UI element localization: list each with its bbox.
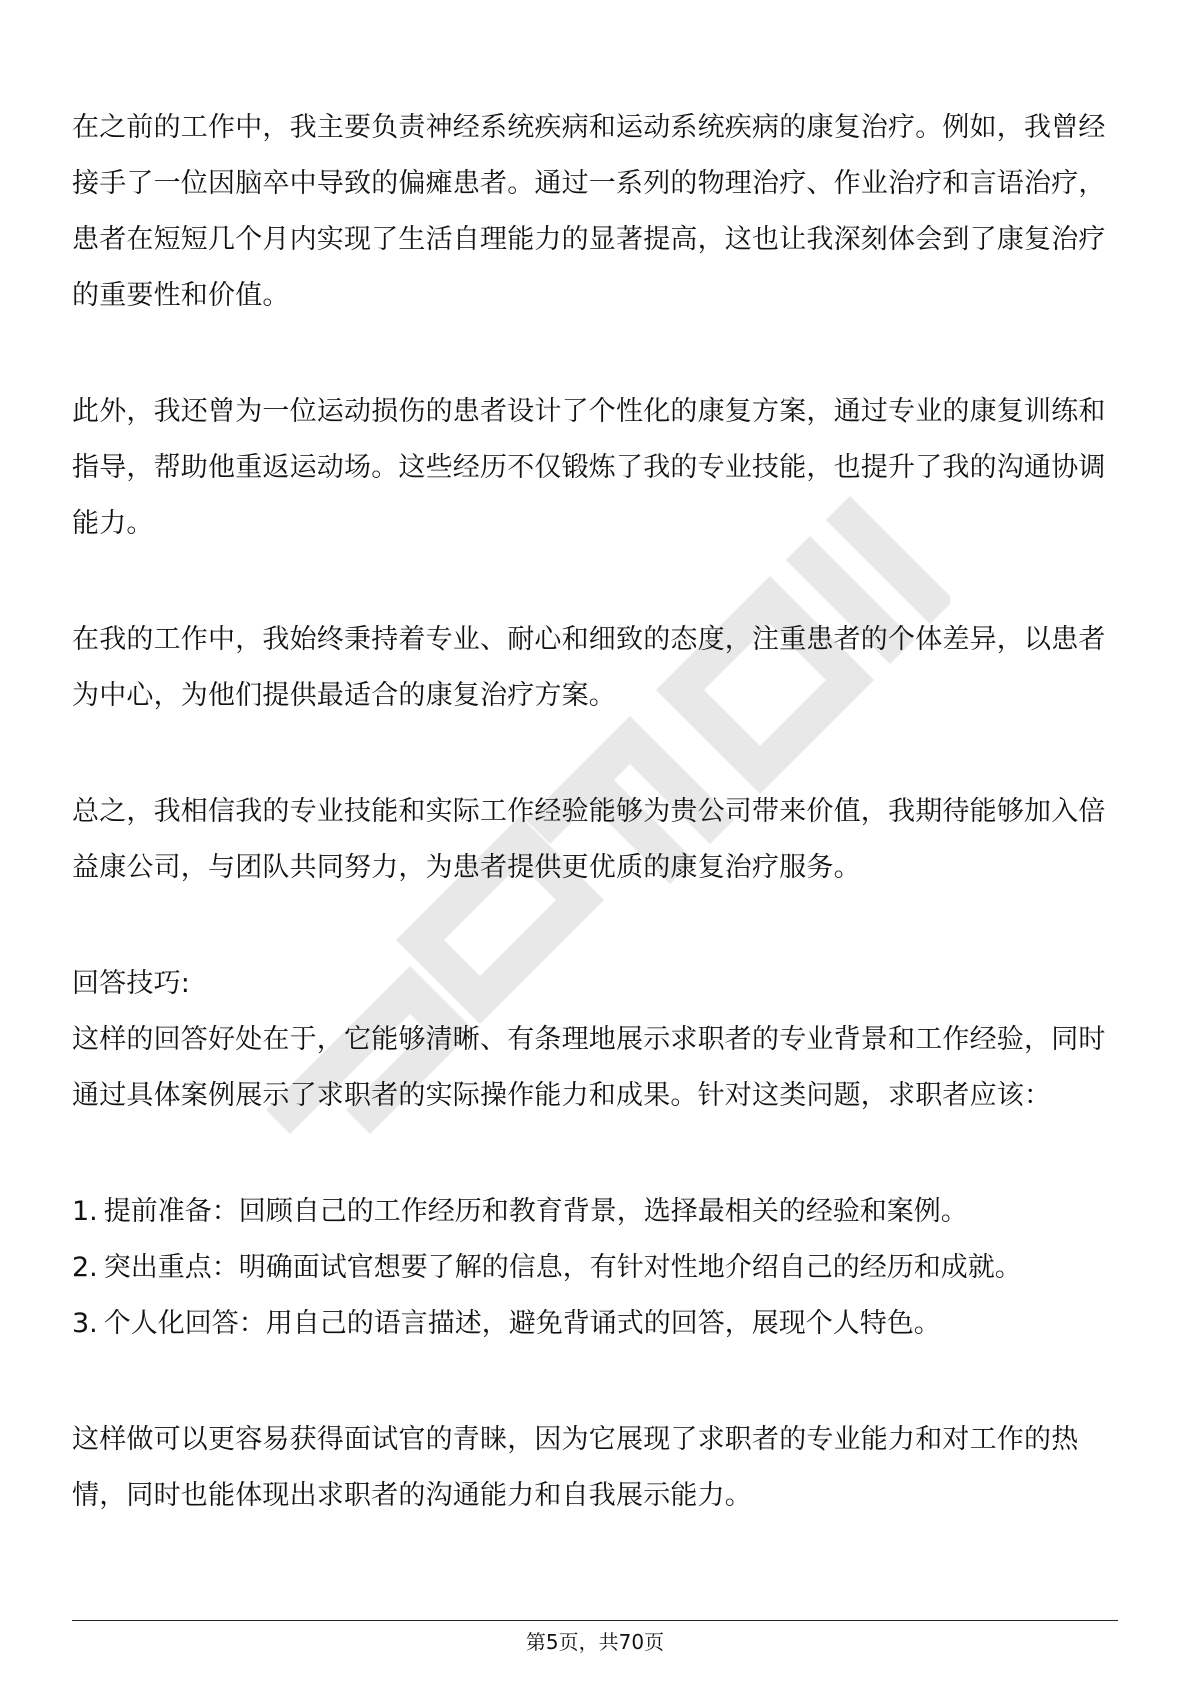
list-number: 3. — [72, 1308, 98, 1339]
page-number: 第5页，共70页 — [525, 1630, 665, 1654]
footer-divider — [72, 1620, 1118, 1621]
paragraph-attitude: 在我的工作中，我始终秉持着专业、耐心和细致的态度，注重患者的个体差异，以患者为中心，为他们提供最适合的康复治疗方案。 — [72, 624, 1106, 711]
list-text: 突出重点：明确面试官想要了解的信息，有针对性地介绍自己的经历和成就。 — [103, 1252, 1022, 1283]
tips-intro: 这样的回答好处在于，它能够清晰、有条理地展示求职者的专业背景和工作经验，同时通过具体案例展示了求职者的实际操作能力和成果。针对这类问题，求职者应该： — [72, 1024, 1106, 1111]
list-text: 个人化回答：用自己的语言描述，避免背诵式的回答，展现个人特色。 — [103, 1308, 941, 1339]
paragraph-sports-injury: 此外，我还曾为一位运动损伤的患者设计了个性化的康复方案，通过专业的康复训练和指导，帮助他重返运动场。这些经历不仅锻炼了我的专业技能，也提升了我的沟通协调能力。 — [72, 396, 1106, 539]
list-number: 2. — [72, 1252, 98, 1283]
document-body — [72, 100, 1118, 1524]
list-number: 1. — [72, 1196, 98, 1227]
list-text: 提前准备：回顾自己的工作经历和教育背景，选择最相关的经验和案例。 — [103, 1196, 968, 1227]
paragraph-experience: 在之前的工作中，我主要负责神经系统疾病和运动系统疾病的康复治疗。例如，我曾经接手了一位因脑卒中导致的偏瘫患者。通过一系列的物理治疗、作业治疗和言语治疗，患者在短短几个月内实现了生活自理能力的显著提高，这也让我深刻体会到了康复治疗的重要性和价值。 — [72, 112, 1106, 311]
tips-list-item — [72, 1296, 1118, 1352]
paragraph-closing: 这样做可以更容易获得面试官的青睐，因为它展现了求职者的专业能力和对工作的热情，同时也能体现出求职者的沟通能力和自我展示能力。 — [72, 1424, 1079, 1511]
tips-heading: 回答技巧: — [72, 968, 191, 999]
paragraph-summary: 总之，我相信我的专业技能和实际工作经验能够为贵公司带来价值，我期待能够加入倍益康公司，与团队共同努力，为患者提供更优质的康复治疗服务。 — [72, 796, 1106, 883]
tips-list-item — [72, 1240, 1118, 1296]
tips-list-item — [72, 1184, 1118, 1240]
